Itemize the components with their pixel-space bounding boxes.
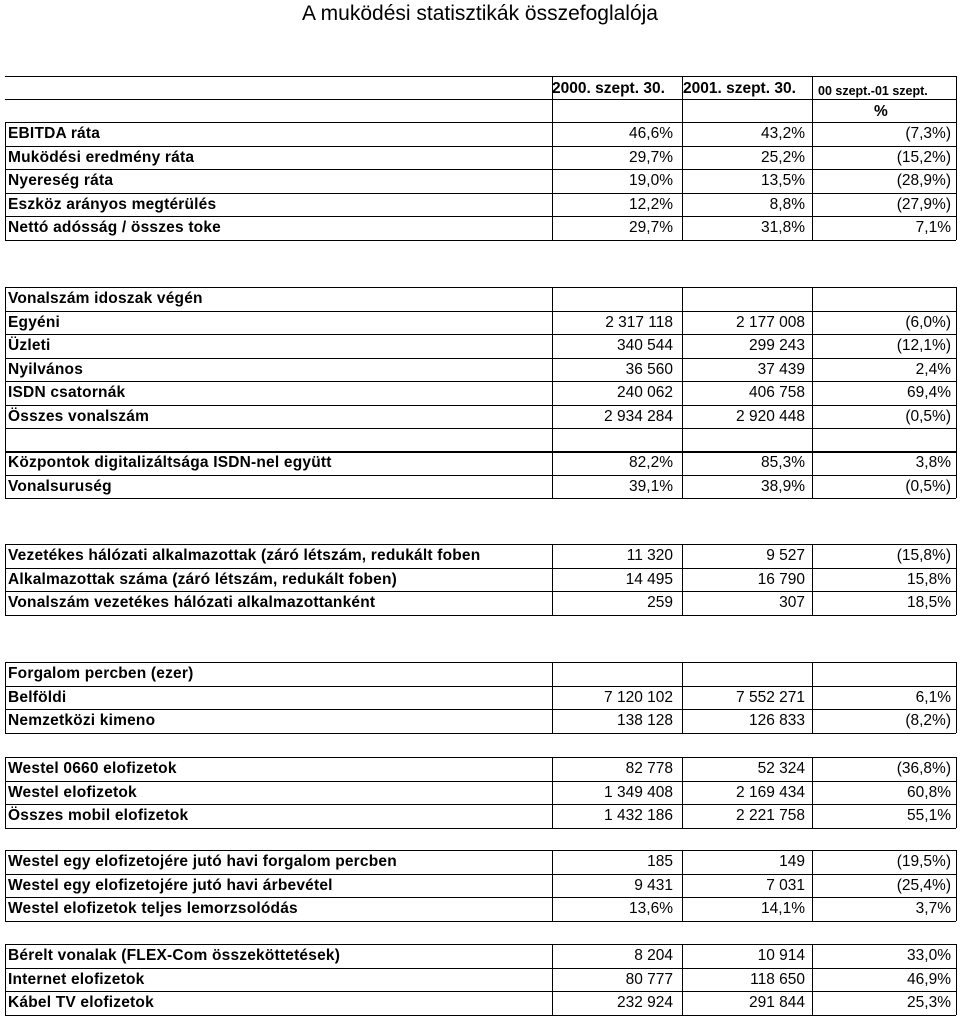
row-label: Westel 0660 elofizetok [8, 760, 177, 777]
row-border [5, 216, 956, 217]
column-divider [682, 850, 683, 921]
value-change: (19,5%) [896, 853, 951, 870]
row-border [5, 381, 956, 382]
value-change: (15,8%) [896, 547, 951, 564]
value-2000: 7 120 102 [604, 688, 673, 706]
value-change: 69,4% [907, 384, 951, 401]
value-2000: 19,0% [629, 172, 673, 189]
value-2000: 12,2% [629, 195, 673, 213]
value-2000: 1 349 408 [604, 783, 673, 801]
row-border [5, 991, 956, 992]
row-label: Vonalsuruség [8, 477, 112, 495]
group-heading: Forgalom percben (ezer) [8, 665, 194, 682]
row-border [5, 498, 956, 499]
value-change: (7,3%) [905, 125, 951, 142]
row-border [5, 828, 956, 829]
value-2001: 85,3% [761, 454, 805, 471]
value-change: (15,2%) [896, 148, 951, 166]
row-border [5, 358, 956, 359]
value-change: (0,5%) [905, 407, 951, 425]
value-2000: 29,7% [629, 219, 673, 236]
row-border [5, 686, 956, 687]
table-left-border [5, 944, 6, 1015]
table-left-border [5, 287, 6, 428]
row-label: ISDN csatornák [8, 384, 126, 401]
row-label: Összes mobil elofizetok [8, 807, 189, 824]
table-right-border [956, 451, 957, 498]
value-change: 7,1% [915, 219, 951, 236]
row-label: Vezetékes hálózati alkalmazottak (záró létszám, redukált foben [8, 547, 481, 564]
column-divider [552, 662, 553, 733]
value-2001: 307 [779, 594, 805, 611]
table-right-border [956, 850, 957, 921]
header-divider [956, 76, 957, 122]
value-2001: 299 243 [748, 337, 805, 354]
value-change: (25,4%) [896, 876, 951, 894]
column-divider [812, 122, 813, 240]
table-right-border [956, 287, 957, 428]
value-2001: 7 031 [766, 876, 805, 894]
column-divider [812, 544, 813, 615]
column-divider [812, 757, 813, 828]
value-2001: 291 844 [748, 994, 805, 1011]
column-divider [552, 757, 553, 828]
header-mid-border [5, 99, 956, 100]
value-change: (28,9%) [896, 172, 951, 189]
column-header-change: 00 szept.-01 szept. [818, 84, 928, 98]
value-2001: 2 177 008 [736, 313, 805, 331]
group-top-border [5, 850, 956, 851]
row-label: Nettó adósság / összes toke [8, 219, 221, 236]
row-border [5, 146, 956, 147]
row-label: Eszköz arányos megtérülés [8, 195, 217, 213]
value-change: 3,7% [915, 900, 951, 917]
table-left-border [5, 451, 6, 498]
value-2000: 2 934 284 [604, 407, 673, 425]
value-2000: 2 317 118 [605, 313, 673, 331]
column-divider [812, 287, 813, 428]
value-2001: 25,2% [761, 148, 805, 166]
value-2001: 10 914 [757, 947, 805, 964]
column-divider [552, 428, 553, 452]
column-divider [552, 122, 553, 240]
value-2000: 185 [647, 853, 673, 870]
value-2000: 29,7% [629, 148, 673, 166]
value-2000: 340 544 [616, 337, 673, 354]
table-right-border [956, 944, 957, 1015]
value-2000: 82,2% [629, 454, 673, 471]
value-2000: 14 495 [625, 570, 673, 588]
column-divider [552, 850, 553, 921]
value-change: 2,4% [915, 360, 951, 378]
row-border [5, 475, 956, 476]
value-2001: 13,5% [761, 172, 805, 189]
group-heading: Vonalszám idoszak végén [8, 290, 203, 307]
table-right-border [956, 544, 957, 615]
row-border [5, 615, 956, 616]
value-2001: 406 758 [748, 384, 805, 401]
value-2000: 11 320 [626, 547, 673, 564]
value-2001: 16 790 [757, 570, 805, 588]
row-border [5, 874, 956, 875]
value-2001: 9 527 [766, 547, 805, 564]
row-border [5, 169, 956, 170]
row-border [5, 334, 956, 335]
row-border [5, 311, 956, 312]
value-2001: 2 169 434 [736, 783, 805, 801]
table-left-border [5, 757, 6, 828]
table-left-border [5, 544, 6, 615]
value-2000: 46,6% [629, 125, 673, 142]
row-label: Alkalmazottak száma (záró létszám, redukált foben) [8, 570, 398, 588]
row-label: Nemzetközi kimeno [8, 712, 156, 729]
value-2001: 38,9% [761, 477, 805, 495]
value-2000: 138 128 [616, 712, 673, 729]
table-left-border [5, 428, 6, 452]
value-change: (27,9%) [896, 195, 951, 213]
value-2000: 1 432 186 [604, 807, 673, 824]
row-border [5, 240, 956, 241]
column-divider [552, 287, 553, 428]
value-2001: 118 650 [750, 970, 805, 988]
row-border [5, 591, 956, 592]
row-border [5, 568, 956, 569]
column-divider [682, 944, 683, 1015]
row-border [5, 1015, 956, 1016]
row-label: Összes vonalszám [8, 407, 150, 425]
value-change: 18,5% [907, 594, 951, 611]
value-change: 55,1% [907, 807, 951, 824]
value-2000: 82 778 [625, 760, 673, 777]
row-label: Üzleti [8, 337, 51, 354]
value-2000: 36 560 [625, 360, 673, 378]
column-header-change-unit: % [874, 103, 888, 120]
row-label: Kábel TV elofizetok [8, 994, 154, 1011]
group-top-border [5, 451, 956, 452]
table-left-border [5, 850, 6, 921]
row-border [5, 733, 956, 734]
value-change: 46,9% [907, 970, 951, 988]
group-top-border [5, 944, 956, 945]
column-divider [682, 122, 683, 240]
column-divider [552, 944, 553, 1015]
value-2001: 52 324 [757, 760, 805, 777]
row-label: Muködési eredmény ráta [8, 148, 195, 166]
value-change: (6,0%) [905, 313, 951, 331]
value-2001: 149 [779, 853, 805, 870]
value-change: (0,5%) [905, 477, 951, 495]
table-right-border [956, 757, 957, 828]
column-divider [552, 544, 553, 615]
row-border [5, 428, 956, 429]
group-top-border [5, 544, 956, 545]
table-right-border [956, 662, 957, 733]
column-divider [812, 662, 813, 733]
table-left-border [5, 662, 6, 733]
row-label: Egyéni [8, 313, 61, 331]
column-divider [812, 944, 813, 1015]
value-change: (12,1%) [896, 337, 951, 354]
column-divider [682, 428, 683, 452]
row-label: Nyilvános [8, 360, 84, 378]
row-border [5, 921, 956, 922]
row-label: Nyereség ráta [8, 172, 114, 189]
table-right-border [956, 122, 957, 240]
column-divider [682, 287, 683, 428]
value-2000: 8 204 [634, 947, 673, 964]
row-label: Belföldi [8, 688, 67, 706]
row-border [5, 709, 956, 710]
row-border [5, 405, 956, 406]
value-2001: 31,8% [761, 219, 805, 236]
value-2001: 43,2% [761, 125, 805, 142]
column-divider [682, 662, 683, 733]
value-change: (36,8%) [896, 760, 951, 777]
column-divider [812, 428, 813, 452]
row-border [5, 781, 956, 782]
value-2001: 37 439 [757, 360, 805, 378]
column-divider [812, 850, 813, 921]
value-2000: 80 777 [625, 970, 673, 988]
value-change: 60,8% [907, 783, 951, 801]
table-right-border [956, 428, 957, 452]
value-2001: 14,1% [761, 900, 805, 917]
column-divider [682, 451, 683, 498]
column-divider [682, 544, 683, 615]
value-change: 33,0% [907, 947, 951, 964]
value-2000: 232 924 [616, 994, 673, 1011]
value-change: (8,2%) [905, 712, 951, 729]
row-label: Bérelt vonalak (FLEX-Com összeköttetések) [8, 947, 341, 964]
row-label: Westel elofizetok [8, 783, 137, 801]
row-border [5, 804, 956, 805]
page-title: A muködési statisztikák összefoglalója [301, 2, 658, 25]
group-top-border [5, 287, 956, 288]
header-top-border [5, 76, 956, 77]
value-change: 15,8% [907, 570, 951, 588]
value-2001: 7 552 271 [736, 688, 805, 706]
row-label: Westel elofizetok teljes lemorzsolódás [8, 900, 298, 917]
value-2000: 9 431 [634, 876, 673, 894]
row-label: EBITDA ráta [8, 125, 101, 142]
row-label: Westel egy elofizetojére jutó havi forgalom percben [8, 853, 397, 870]
column-header-2000: 2000. szept. 30. [552, 80, 665, 97]
column-divider [682, 757, 683, 828]
column-divider [812, 451, 813, 498]
row-label: Westel egy elofizetojére jutó havi árbevétel [8, 876, 333, 894]
group-top-border [5, 662, 956, 663]
value-change: 3,8% [915, 454, 951, 471]
value-2000: 13,6% [629, 900, 673, 917]
row-border [5, 193, 956, 194]
row-label: Vonalszám vezetékes hálózati alkalmazottanként [8, 594, 376, 611]
column-divider [552, 451, 553, 498]
column-header-2001: 2001. szept. 30. [683, 80, 796, 97]
value-2001: 126 833 [748, 712, 805, 729]
group-top-border [5, 122, 956, 123]
row-label: Központok digitalizáltsága ISDN-nel együtt [8, 454, 332, 471]
value-2001: 2 221 758 [736, 807, 805, 824]
row-border [5, 968, 956, 969]
value-2000: 259 [647, 594, 673, 611]
row-border [5, 897, 956, 898]
value-2001: 2 920 448 [736, 407, 805, 425]
value-change: 25,3% [907, 994, 951, 1011]
value-change: 6,1% [915, 688, 951, 706]
group-top-border [5, 757, 956, 758]
row-label: Internet elofizetok [8, 970, 145, 988]
value-2000: 39,1% [629, 477, 673, 495]
value-2001: 8,8% [769, 195, 805, 213]
value-2000: 240 062 [616, 384, 673, 401]
table-left-border [5, 122, 6, 240]
